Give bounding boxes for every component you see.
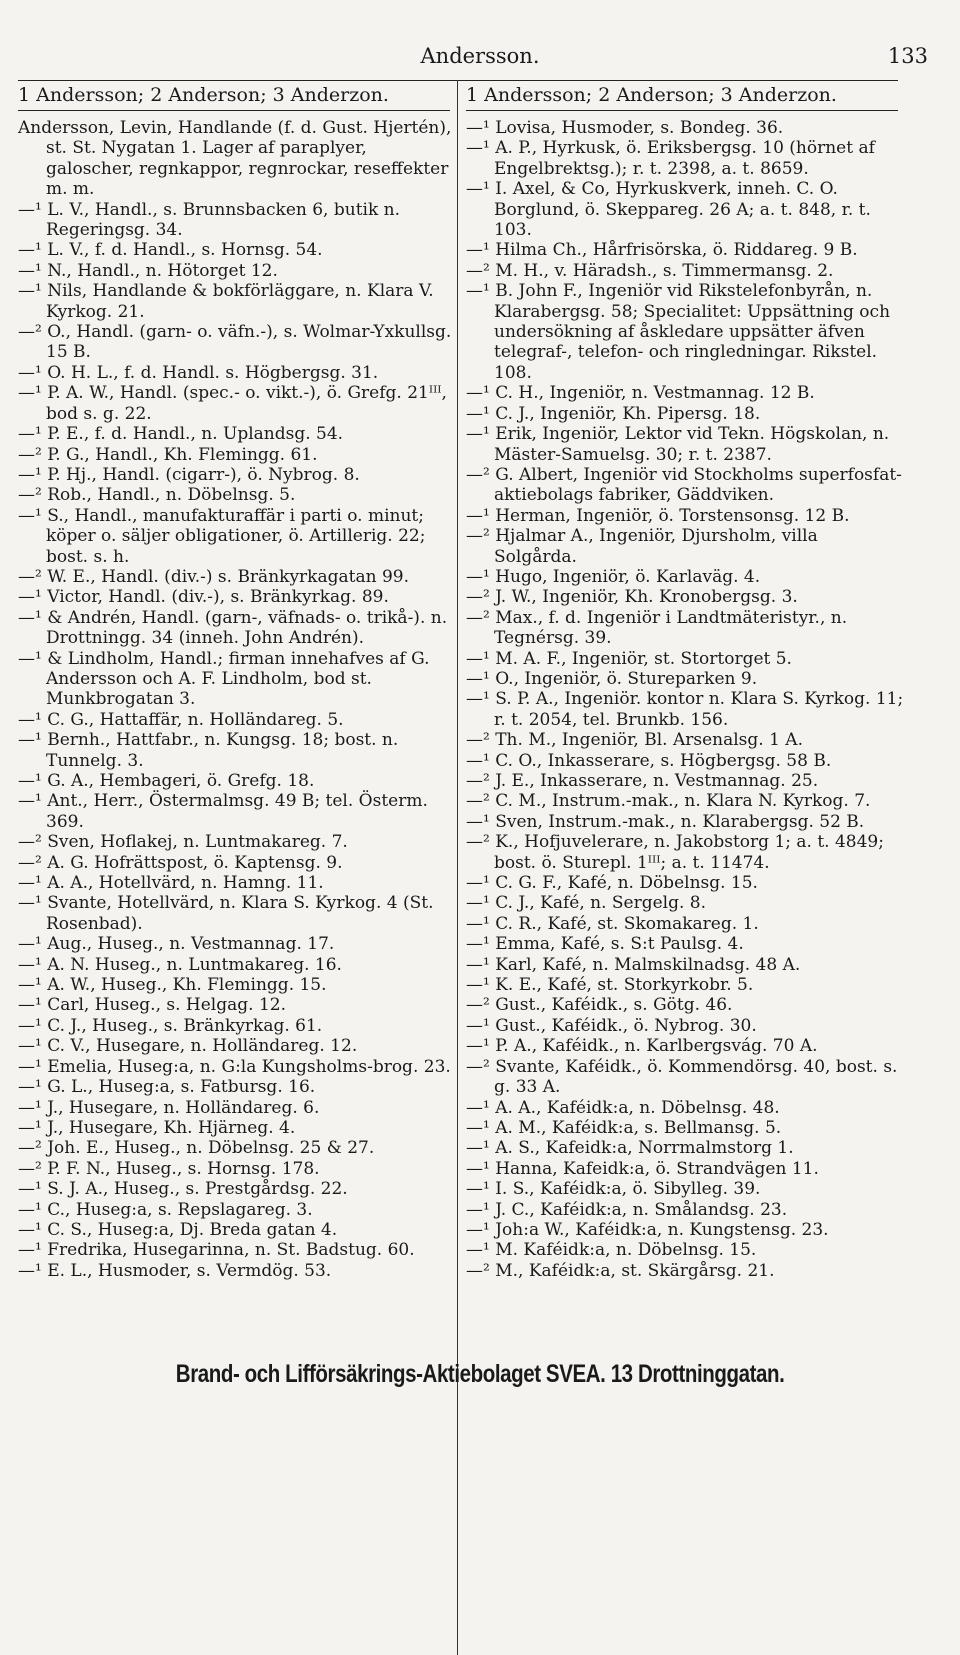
directory-entry: —² Svante, Kaféidk., ö. Kommendörsg. 40, bost. s. g. 33 A.: [466, 1056, 898, 1098]
directory-entry: —¹ Hilma Ch., Hårfrisörska, ö. Riddareg. 9 B.: [466, 240, 858, 261]
directory-entry: —¹ P. A., Kaféidk., n. Karlbergsvág. 70 A.: [466, 1036, 818, 1057]
directory-entry: —¹ A. P., Hyrkusk, ö. Eriksbergsg. 10 (hörnet af Engelbrektsg.); r. t. 2398, a. t. 8659.: [466, 138, 875, 179]
directory-entry: —¹ J., Husegare, n. Holländareg. 6.: [18, 1097, 320, 1118]
directory-entry: —¹ G. A., Hembageri, ö. Grefg. 18.: [18, 771, 315, 791]
directory-entry: —¹ Carl, Huseg., s. Helgag. 12.: [18, 995, 286, 1016]
directory-entry: —² Joh. E., Huseg., n. Döbelnsg. 25 & 27.: [18, 1138, 375, 1159]
directory-entry: —¹ O., Ingeniör, ö. Stureparken 9.: [466, 668, 758, 689]
directory-entry: —² W. E., Handl. (div.-) s. Bränkyrkagatan 99.: [18, 566, 409, 587]
directory-entry: —¹ Aug., Huseg., n. Vestmannag. 17.: [18, 934, 335, 955]
directory-entry: —¹ Ant., Herr., Östermalmsg. 49 B; tel. Österm. 369.: [18, 791, 428, 832]
directory-entry: —² G. Albert, Ingeniör vid Stockholms superfosfat-aktiebolags fabriker, Gäddviken.: [466, 464, 902, 506]
directory-entry: —² Sven, Hoflakej, n. Luntmakareg. 7.: [18, 832, 348, 853]
directory-entry: —¹ & Andrén, Handl. (garn-, väfnads- o. trikå-). n. Drottningg. 34 (inneh. John Andrén).: [18, 607, 448, 649]
header-rule: [18, 80, 898, 81]
directory-entry: —² C. M., Instrum.-mak., n. Klara N. Kyrkog. 7.: [466, 791, 871, 812]
directory-entry: —¹ G. L., Huseg:a, s. Fatbursg. 16.: [18, 1077, 316, 1098]
left-column: [18, 118, 458, 1281]
directory-entry: —¹ Herman, Ingeniör, ö. Torstensonsg. 12 B.: [466, 505, 850, 526]
directory-entry: —¹ C. G., Hattaffär, n. Holländareg. 5.: [18, 709, 344, 730]
directory-entry: —¹ Svante, Hotellvärd, n. Klara S. Kyrkog. 4 (St. Rosenbad).: [18, 893, 434, 934]
directory-entry: —¹ C. J., Huseg., s. Bränkyrkag. 61.: [18, 1015, 323, 1036]
running-title: Andersson.: [420, 44, 540, 68]
directory-entry: —¹ J. C., Kaféidk:a, n. Smålandsg. 23.: [466, 1199, 788, 1220]
directory-entry: —¹ I. S., Kaféidk:a, ö. Sibylleg. 39.: [466, 1179, 761, 1200]
footer-advert: [0, 1360, 960, 1400]
directory-entry: —¹ Hugo, Ingeniör, ö. Karlaväg. 4.: [466, 566, 761, 587]
directory-entry: —¹ L. V., Handl., s. Brunnsbacken 6, butik n. Regeringsg. 34.: [18, 199, 401, 241]
directory-entry: —¹ Erik, Ingeniör, Lektor vid Tekn. Högskolan, n. Mäster-Samuelsg. 30; r. t. 2387.: [466, 424, 890, 465]
right-column: [466, 118, 906, 1281]
directory-entry: —² P. F. N., Huseg., s. Hornsg. 178.: [18, 1158, 320, 1179]
directory-entry: —¹ E. L., Husmoder, s. Vermdög. 53.: [18, 1260, 332, 1281]
advert-text: Brand- och Lifförsäkrings-Aktiebolaget SVEA. 13 Drottninggatan.: [175, 1360, 785, 1388]
directory-entry: —² J. E., Inkasserare, n. Vestmannag. 25.: [466, 771, 819, 791]
directory-entry: —¹ B. John F., Ingeniör vid Rikstelefonbyrån, n. Klarabergsg. 58; Specialitet: Uppsättning och undersökning af åskledare uppsätter äfven telegraf-, telefon- och ringledningar. Rikstel. 108.: [466, 281, 891, 383]
directory-entry: —¹ Gust., Kaféidk., ö. Nybrog. 30.: [466, 1015, 757, 1036]
directory-entry: —¹ C. J., Ingeniör, Kh. Pipersg. 18.: [466, 403, 761, 424]
directory-entry: —¹ C. O., Inkasserare, s. Högbergsg. 58 B.: [466, 750, 832, 771]
directory-entry: —¹ C. J., Kafé, n. Sergelg. 8.: [466, 893, 707, 914]
right-heading-rule: [466, 110, 898, 111]
directory-entry: —¹ N., Handl., n. Hötorget 12.: [18, 260, 278, 281]
directory-entry: —² K., Hofjuvelerare, n. Jakobstorg 1; a. t. 4849; bost. ö. Sturepl. 1ᴵᴵᴵ; a. t. 11474.: [466, 832, 884, 873]
directory-entry: —¹ A. A., Kaféidk:a, n. Döbelnsg. 48.: [466, 1097, 780, 1118]
directory-entry: —¹ L. V., f. d. Handl., s. Hornsg. 54.: [18, 240, 323, 261]
directory-entry: —¹ K. E., Kafé, st. Storkyrkobr. 5.: [466, 975, 754, 996]
directory-entry: —¹ C. H., Ingeniör, n. Vestmannag. 12 B.: [466, 383, 815, 404]
directory-entry: —¹ M. Kaféidk:a, n. Döbelnsg. 15.: [466, 1240, 757, 1261]
directory-entry: —² J. W., Ingeniör, Kh. Kronobergsg. 3.: [466, 587, 798, 608]
directory-entry: —¹ Emma, Kafé, s. S:t Paulsg. 4.: [466, 934, 744, 955]
directory-entry: —² P. G., Handl., Kh. Flemingg. 61.: [18, 444, 318, 465]
directory-entry: —² O., Handl. (garn- o. väfn.-), s. Wolmar-Yxkullsg. 15 B.: [18, 322, 452, 363]
directory-entry: —¹ P. A. W., Handl. (spec.- o. vikt.-), ö. Grefg. 21ᴵᴵᴵ, bod s. g. 22.: [18, 383, 447, 424]
directory-entry: —² Gust., Kaféidk., s. Götg. 46.: [466, 995, 733, 1016]
directory-entry: —¹ I. Axel, & Co, Hyrkuskverk, inneh. C. O. Borglund, ö. Skeppareg. 26 A; a. t. 848, r. t. 103.: [466, 179, 871, 241]
directory-entry: —¹ S. P. A., Ingeniör. kontor n. Klara S. Kyrkog. 11; r. t. 2054, tel. Brunkb. 156.: [466, 689, 904, 730]
directory-entry: —¹ Bernh., Hattfabr., n. Kungsg. 18; bost. n. Tunnelg. 3.: [18, 730, 399, 771]
directory-entry: —¹ Fredrika, Husegarinna, n. St. Badstug. 60.: [18, 1240, 415, 1261]
running-head: [0, 44, 960, 74]
directory-entry: —¹ O. H. L., f. d. Handl. s. Högbergsg. 31.: [18, 362, 379, 383]
directory-entry: —² M. H., v. Häradsh., s. Timmermansg. 2.: [466, 260, 834, 281]
directory-entry: —¹ P. E., f. d. Handl., n. Uplandsg. 54.: [18, 424, 344, 445]
directory-entry: —¹ A. M., Kaféidk:a, s. Bellmansg. 5.: [466, 1117, 782, 1138]
left-column-heading: 1 Andersson; 2 Anderson; 3 Anderzon.: [18, 84, 389, 106]
directory-entry: —¹ Emelia, Huseg:a, n. G:la Kungsholms-brog. 23.: [18, 1056, 451, 1077]
directory-entry: —¹ Sven, Instrum.-mak., n. Klarabergsg. 52 B.: [466, 811, 865, 832]
directory-entry: —² Th. M., Ingeniör, Bl. Arsenalsg. 1 A.: [466, 730, 803, 751]
directory-entry: —¹ A. N. Huseg., n. Luntmakareg. 16.: [18, 954, 342, 975]
directory-entry: —¹ C. G. F., Kafé, n. Döbelnsg. 15.: [466, 873, 758, 894]
directory-entry: —² Hjalmar A., Ingeniör, Djursholm, villa Solgårda.: [466, 526, 818, 567]
directory-entry: —¹ A. W., Huseg., Kh. Flemingg. 15.: [18, 975, 327, 996]
directory-entry: —¹ & Lindholm, Handl.; firman innehafves af G. Andersson och A. F. Lindholm, bod st. Munkbrogatan 3.: [18, 648, 430, 710]
directory-entry: —¹ Joh:a W., Kaféidk:a, n. Kungstensg. 23.: [466, 1219, 829, 1240]
page-number: 133: [887, 44, 928, 68]
directory-entry: —¹ P. Hj., Handl. (cigarr-), ö. Nybrog. 8.: [18, 464, 360, 485]
directory-entry: —² A. G. Hofrättspost, ö. Kaptensg. 9.: [18, 852, 343, 873]
directory-entry: —¹ S., Handl., manufakturaffär i parti o. minut; köper o. säljer obligationer, ö. Artillerig. 22; bost. s. h.: [18, 505, 426, 567]
directory-entry: —¹ M. A. F., Ingeniör, st. Stortorget 5.: [466, 648, 792, 669]
directory-entry: —¹ J., Husegare, Kh. Hjärneg. 4.: [18, 1117, 296, 1138]
left-heading-rule: [18, 110, 450, 111]
directory-entry: —¹ Lovisa, Husmoder, s. Bondeg. 36.: [466, 118, 784, 138]
directory-entry: —¹ Hanna, Kafeidk:a, ö. Strandvägen 11.: [466, 1158, 819, 1179]
directory-entry: —¹ Victor, Handl. (div.-), s. Bränkyrkag. 89.: [18, 587, 389, 608]
directory-entry: —² Max., f. d. Ingeniör i Landtmäteristyr., n. Tegnérsg. 39.: [466, 607, 848, 649]
directory-entry: —² Rob., Handl., n. Döbelnsg. 5.: [18, 485, 296, 506]
right-column-heading: 1 Andersson; 2 Anderson; 3 Anderzon.: [466, 84, 837, 106]
directory-entry: —² M., Kaféidk:a, st. Skärgårsg. 21.: [466, 1260, 775, 1281]
directory-entry: —¹ Nils, Handlande & bokförläggare, n. Klara V. Kyrkog. 21.: [18, 281, 434, 322]
directory-entry: —¹ C. R., Kafé, st. Skomakareg. 1.: [466, 913, 759, 934]
directory-entry: —¹ C. V., Husegare, n. Holländareg. 12.: [18, 1036, 358, 1057]
directory-entry: —¹ C., Huseg:a, s. Repslagareg. 3.: [18, 1199, 313, 1220]
directory-entry: —¹ A. S., Kafeidk:a, Norrmalmstorg 1.: [466, 1138, 794, 1159]
directory-entry: —¹ Karl, Kafé, n. Malmskilnadsg. 48 A.: [466, 954, 801, 975]
directory-entry: —¹ S. J. A., Huseg., s. Prestgårdsg. 22.: [18, 1179, 348, 1200]
directory-entry: Andersson, Levin, Handlande (f. d. Gust. Hjertén), st. St. Nygatan 1. Lager af paraplyer, galoscher, regnkappor, regnrockar, reseffekter m. m.: [18, 118, 452, 200]
directory-entry: —¹ A. A., Hotellvärd, n. Hamng. 11.: [18, 873, 324, 894]
directory-entry: —¹ C. S., Huseg:a, Dj. Breda gatan 4.: [18, 1219, 338, 1240]
